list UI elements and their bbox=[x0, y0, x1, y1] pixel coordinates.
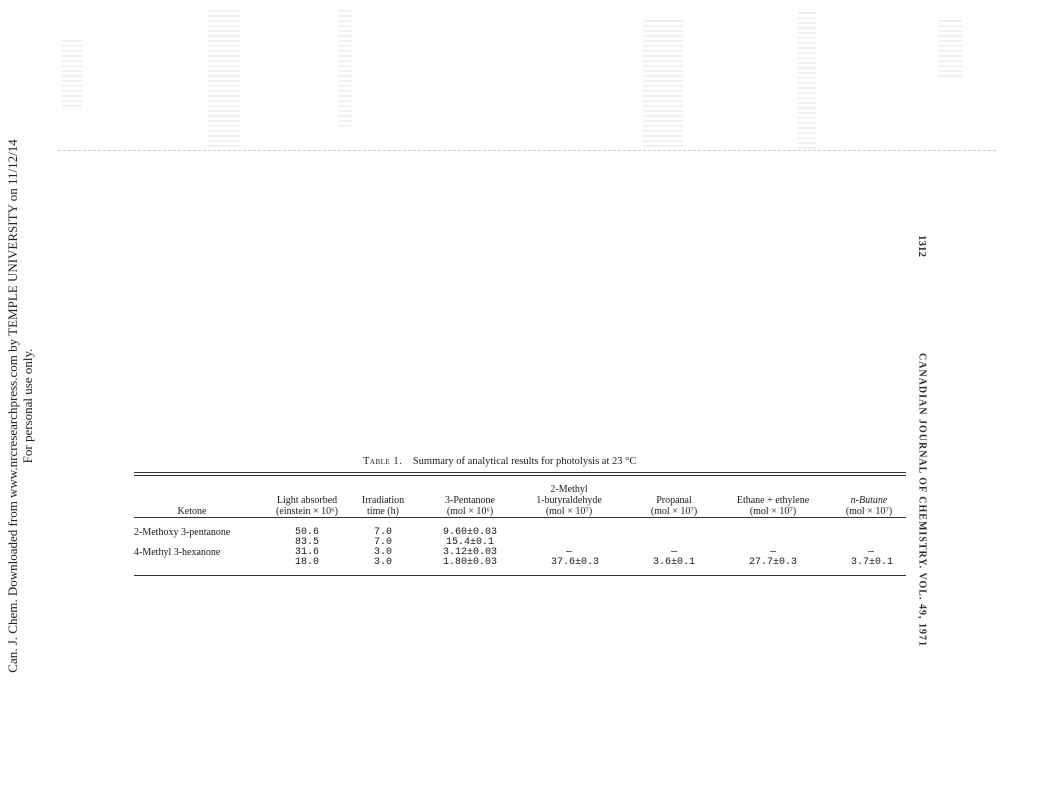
table-cell: 31.6 bbox=[294, 547, 320, 558]
table-cell: 15.4±0.1 bbox=[445, 537, 495, 548]
table-cell: 3.0 bbox=[373, 557, 393, 568]
table-caption-text: Summary of analytical results for photolysis at 23 °C bbox=[412, 456, 637, 467]
scan-speck bbox=[338, 10, 352, 130]
col-header-pentanone-l2: 3-Pentanone bbox=[445, 495, 495, 506]
col-header-butyraldehyde-l1: 2-Methyl bbox=[550, 484, 588, 495]
scan-speck bbox=[798, 12, 816, 150]
table-header-rule bbox=[134, 517, 906, 518]
col-header-pentanone-l3: (mol × 10⁶) bbox=[446, 506, 494, 517]
table-caption bbox=[363, 456, 636, 467]
table-cell: 9.60±0.03 bbox=[442, 527, 498, 538]
page-number: 1312 bbox=[916, 235, 928, 257]
col-header-propanal-l2: Propanal bbox=[656, 495, 692, 506]
table-top-rule bbox=[134, 472, 906, 473]
col-header-butyraldehyde-l2: 1-butyraldehyde bbox=[536, 495, 602, 506]
table-cell: 3.0 bbox=[373, 547, 393, 558]
table-label: Table 1. bbox=[363, 456, 403, 467]
table-cell: 3.6±0.1 bbox=[652, 557, 696, 568]
download-notice-line2: For personal use only. bbox=[20, 348, 35, 464]
table-cell: 50.6 bbox=[294, 527, 320, 538]
table-cell-dash: — bbox=[769, 547, 777, 558]
table-cell: 1.80±0.03 bbox=[442, 557, 498, 568]
download-notice-line1: Can. J. Chem. Downloaded from www.nrcresearchpress.com by TEMPLE UNIVERSITY on 11/12/14 bbox=[5, 139, 20, 673]
col-header-ethane-l2: Ethane + ethylene bbox=[736, 495, 810, 506]
ketone-name: 2-Methoxy 3-pentanone bbox=[134, 527, 231, 538]
col-header-irradiation-l2: Irradiation bbox=[361, 495, 405, 506]
table-cell: 7.0 bbox=[373, 537, 393, 548]
table-cell: 27.7±0.3 bbox=[748, 557, 798, 568]
col-header-light-l2: Light absorbed bbox=[276, 495, 338, 506]
scan-line bbox=[58, 150, 998, 151]
table-cell: 18.0 bbox=[294, 557, 320, 568]
scan-speck bbox=[62, 40, 82, 110]
col-header-butane-l3: (mol × 10⁷) bbox=[845, 506, 893, 517]
table-cell: 7.0 bbox=[373, 527, 393, 538]
col-header-butane-l2: n-Butane bbox=[850, 495, 888, 506]
col-header-ethane-l3: (mol × 10⁷) bbox=[749, 506, 797, 517]
col-header-light-l3: (einstein × 10⁶) bbox=[276, 506, 338, 517]
table-cell-dash: — bbox=[867, 547, 875, 558]
scan-speck bbox=[643, 20, 683, 148]
table-cell-dash: — bbox=[565, 547, 573, 558]
table-cell: 37.6±0.3 bbox=[550, 557, 600, 568]
table-bottom-rule bbox=[134, 575, 906, 576]
col-header-irradiation-l3: time (h) bbox=[367, 506, 399, 517]
scan-speck bbox=[208, 10, 240, 150]
table-cell-dash: — bbox=[670, 547, 678, 558]
download-notice bbox=[5, 139, 35, 672]
scan-speck bbox=[938, 20, 962, 80]
ketone-name: 4-Methyl 3-hexanone bbox=[134, 547, 221, 558]
table-cell: 3.7±0.1 bbox=[850, 557, 894, 568]
col-header-butyraldehyde-l3: (mol × 10⁷) bbox=[545, 506, 593, 517]
table-cell: 83.5 bbox=[294, 537, 320, 548]
col-header-propanal-l3: (mol × 10⁷) bbox=[650, 506, 698, 517]
scan-artifact-band bbox=[58, 0, 998, 152]
table-cell: 3.12±0.03 bbox=[442, 547, 498, 558]
col-header-ketone: Ketone bbox=[177, 506, 207, 517]
running-head: CANADIAN JOURNAL OF CHEMISTRY. VOL. 49, 1971 bbox=[916, 353, 928, 647]
table-top-rule-double bbox=[134, 475, 906, 476]
